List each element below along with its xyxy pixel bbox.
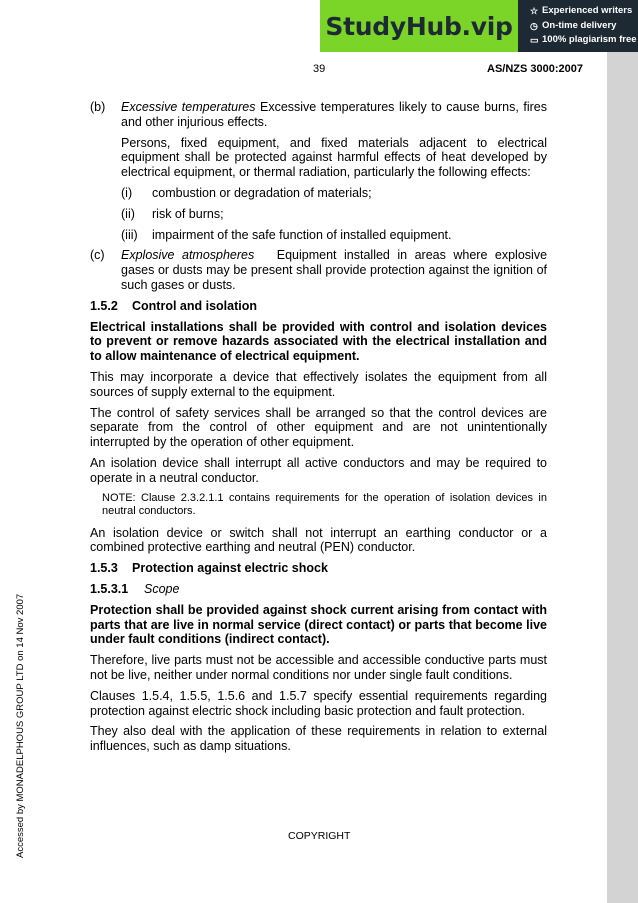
star-icon: ☆ bbox=[530, 6, 539, 16]
studyhub-logo[interactable]: StudyHub.vip bbox=[320, 0, 518, 52]
item-title: Explosive atmospheres bbox=[121, 248, 255, 263]
banner-feature bbox=[530, 4, 637, 19]
section-heading-1-5-3 bbox=[90, 561, 547, 576]
banner-feature-text: Experienced writers bbox=[542, 5, 633, 16]
list-item bbox=[121, 228, 547, 243]
list-label: (i) bbox=[121, 185, 133, 200]
paragraph: Persons, fixed equipment, and fixed materials adjacent to electrical equipment shall be protected against harmful effects of heat developed by electrical equipment, or thermal radiation, particularly the following effects: bbox=[121, 135, 547, 180]
section-number: 1.5.3 bbox=[90, 561, 118, 576]
paragraph: Electrical installations shall be provided with control and isolation devices to prevent or remove hazards associated with the electrical installation and to allow maintenance of electrical equipment. bbox=[90, 319, 547, 364]
right-margin-bar bbox=[607, 0, 638, 903]
list-label: (c) bbox=[90, 248, 105, 263]
banner-feature-text: 100% plagiarism free bbox=[542, 34, 637, 45]
banner-feature-list bbox=[518, 0, 637, 52]
page-number: 39 bbox=[313, 63, 326, 75]
section-title: Protection against electric shock bbox=[132, 561, 328, 576]
section-title: Control and isolation bbox=[132, 298, 257, 313]
note: NOTE: Clause 2.3.2.1.1 contains requirements for the operation of isolation devices in neutral conductors. bbox=[102, 491, 547, 517]
paragraph: An isolation device shall interrupt all active conductors and may be required to operate in a neutral conductor. bbox=[90, 455, 547, 485]
paragraph: Protection shall be provided against shock current arising from contact with parts that are live in normal service (direct contact) or parts that become live under fault conditions (indirect contact). bbox=[90, 602, 547, 647]
paragraph: The control of safety services shall be arranged so that the control devices are separate from the control of other equipment and are not unintentionally interrupted by the operation of other equipment. bbox=[90, 405, 547, 450]
item-title: Excessive temperatures bbox=[121, 100, 256, 114]
list-text: combustion or degradation of materials; bbox=[152, 185, 372, 200]
banner-feature bbox=[530, 19, 637, 34]
list-label: (ii) bbox=[121, 206, 135, 221]
document-icon: ▭ bbox=[530, 35, 539, 45]
paragraph: Clauses 1.5.4, 1.5.5, 1.5.6 and 1.5.7 specify essential requirements regarding protection against electric shock including basic protection and fault protection. bbox=[90, 688, 547, 718]
copyright-footer: COPYRIGHT bbox=[288, 830, 351, 842]
banner-feature-text: On-time delivery bbox=[542, 19, 617, 31]
banner-feature bbox=[530, 33, 637, 48]
list-text: impairment of the safe function of installed equipment. bbox=[152, 227, 452, 242]
studyhub-banner[interactable] bbox=[320, 0, 638, 52]
paragraph: Therefore, live parts must not be accessible and accessible conductive parts must not be live, neither under normal conditions nor under single fault conditions. bbox=[90, 653, 547, 682]
section-number: 1.5.2 bbox=[90, 298, 118, 313]
item-text: Excessive temperatures likely to cause burns, fires and other injurious effects. bbox=[121, 100, 547, 129]
paragraph: This may incorporate a device that effectively isolates the equipment from all sources of supply external to the equipment. bbox=[90, 369, 547, 399]
item-text: Equipment installed in areas where explosive gases or dusts may be present shall provide protection against the ignition of such gases or dusts. bbox=[121, 248, 548, 292]
list-item bbox=[121, 186, 547, 201]
paragraph: They also deal with the application of these requirements in relation to external influences, such as damp situations. bbox=[90, 724, 547, 754]
section-heading-1-5-2 bbox=[90, 299, 547, 314]
list-label: (b) bbox=[90, 100, 106, 114]
document-body bbox=[90, 100, 547, 760]
list-item-c bbox=[90, 248, 547, 292]
document-id: AS/NZS 3000:2007 bbox=[487, 63, 583, 75]
clock-icon: ◷ bbox=[530, 20, 538, 31]
paragraph: An isolation device or switch shall not interrupt an earthing conductor or a combined protective earthing and neutral (PEN) conductor. bbox=[90, 525, 547, 555]
list-item bbox=[121, 207, 547, 222]
section-heading-1-5-3-1 bbox=[90, 582, 547, 597]
section-title: Scope bbox=[144, 581, 180, 596]
access-watermark: Accessed by MONADELPHOUS GROUP LTD on 14 Nov 2007 bbox=[15, 593, 26, 858]
list-label: (iii) bbox=[121, 227, 138, 242]
item-b-detail bbox=[121, 136, 547, 243]
list-item-b bbox=[90, 100, 547, 130]
section-number: 1.5.3.1 bbox=[90, 581, 129, 596]
list-text: risk of burns; bbox=[152, 206, 224, 221]
